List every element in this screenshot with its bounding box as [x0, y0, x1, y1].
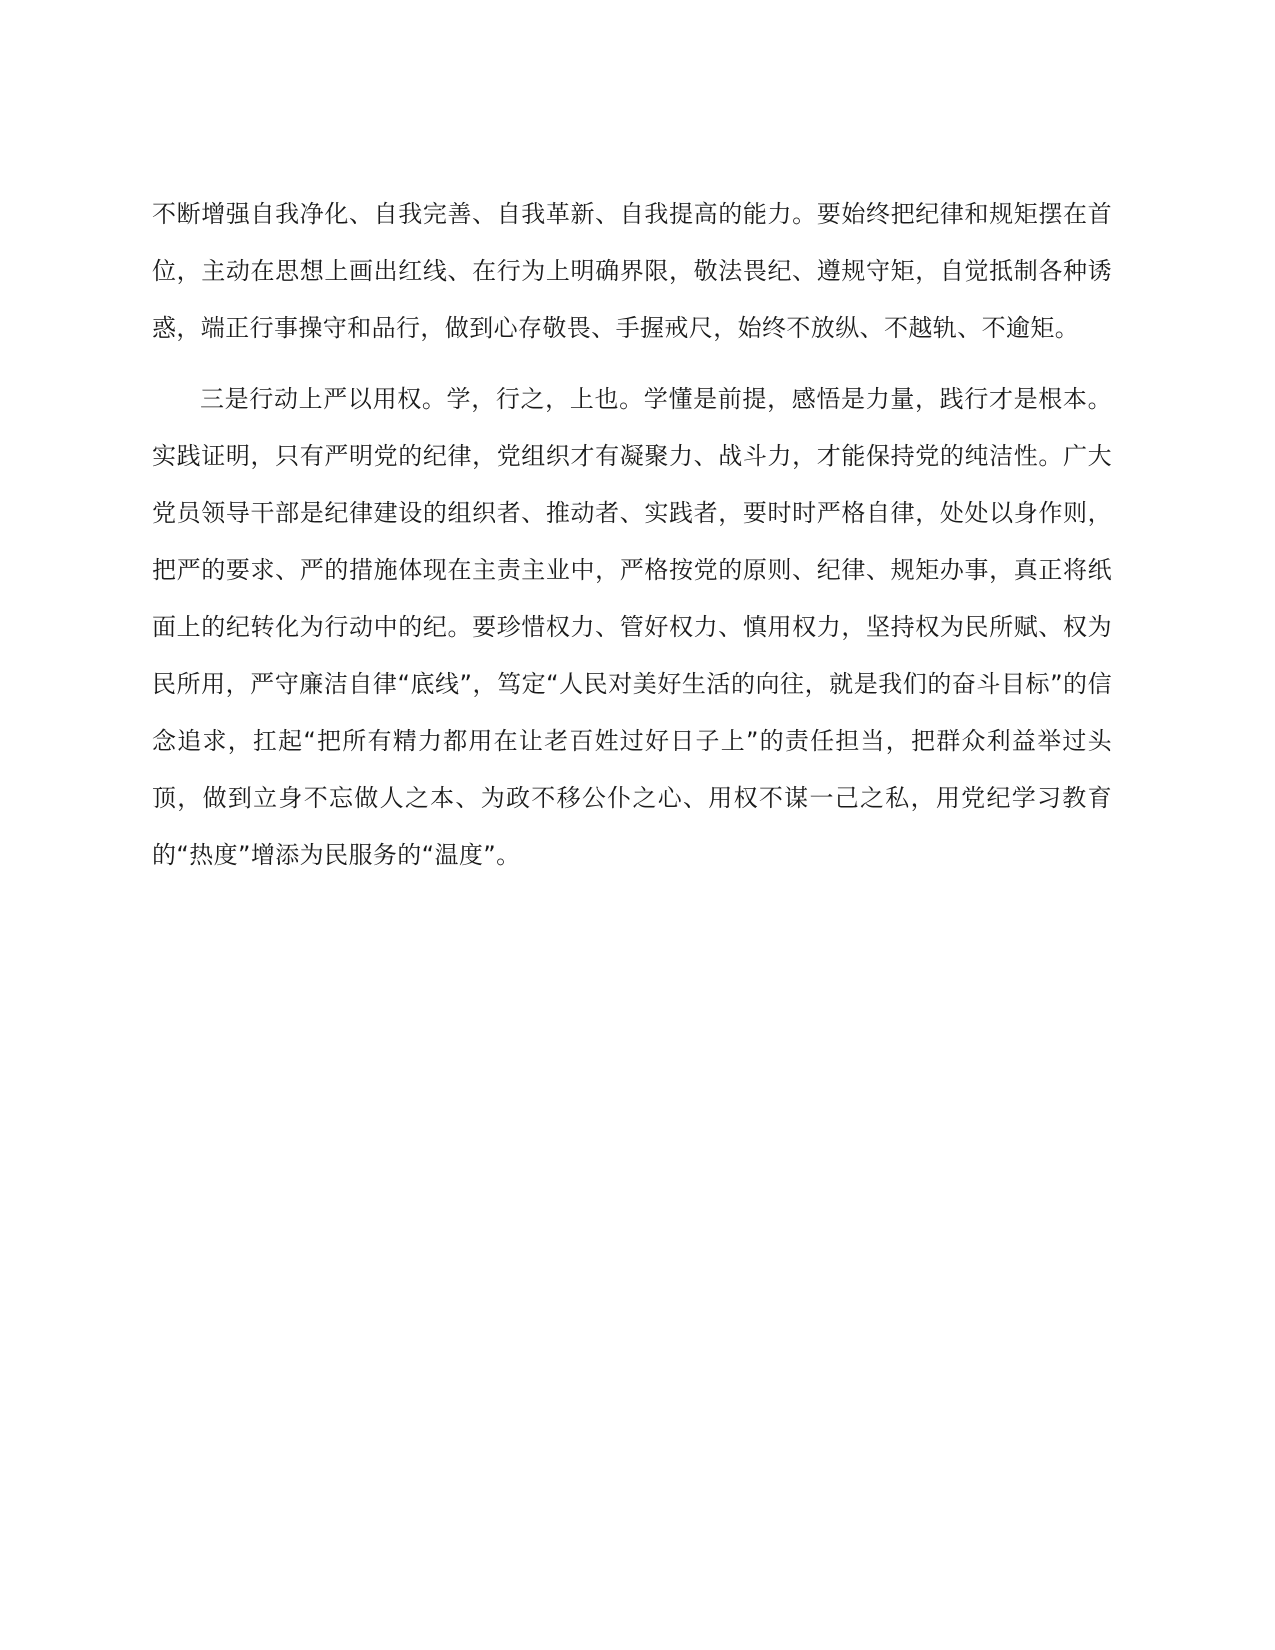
document-body	[152, 186, 1112, 884]
paragraph-1: 不断增强自我净化、自我完善、自我革新、自我提高的能力。要始终把纪律和规矩摆在首位，主动在思想上画出红线、在行为上明确界限，敬法畏纪、遵规守矩，自觉抵制各种诱惑，端正行事操守和品行，做到心存敬畏、手握戒尺，始终不放纵、不越轨、不逾矩。	[152, 200, 1112, 342]
paragraph-2: 三是行动上严以用权。学，行之，上也。学懂是前提，感悟是力量，践行才是根本。实践证明，只有严明党的纪律，党组织才有凝聚力、战斗力，才能保持党的纯洁性。广大党员领导干部是纪律建设的组织者、推动者、实践者，要时时严格自律，处处以身作则，把严的要求、严的措施体现在主责主业中，严格按党的原则、纪律、规矩办事，真正将纸面上的纪转化为行动中的纪。要珍惜权力、管好权力、慎用权力，坚持权为民所赋、权为民所用，严守廉洁自律“底线”，笃定“人民对美好生活的向往，就是我们的奋斗目标”的信念追求，扛起“把所有精力都用在让老百姓过好日子上”的责任担当，把群众利益举过头顶，做到立身不忘做人之本、为政不移公仆之心、用权不谋一己之私，用党纪学习教育的“热度”增添为民服务的“温度”。	[152, 385, 1112, 869]
